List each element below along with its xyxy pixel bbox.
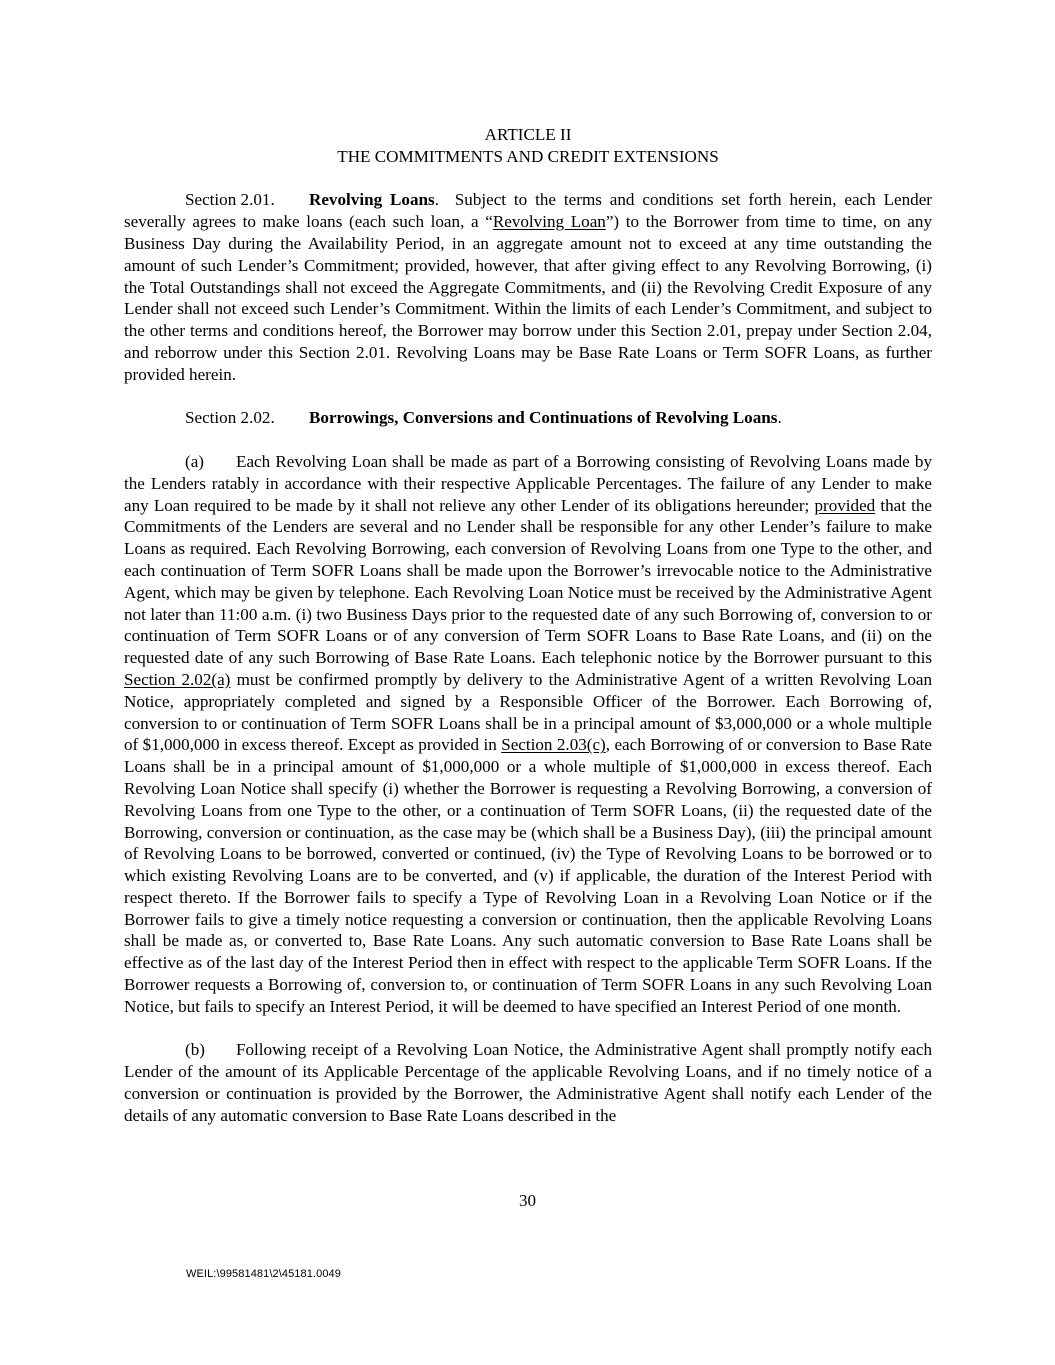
paragraph-a-text-1: Each Revolving Loan shall be made as part of a Borrowing consisting of Revolving Loans made by the Lenders ratably in accordance with their respective Applicable Percentages. The failure of any Lender to make any Loan required to be made by it shall not relieve any other Lender of its obligations hereunder; <box>124 451 932 515</box>
section-2-02-heading-line <box>124 407 932 429</box>
article-title: THE COMMITMENTS AND CREDIT EXTENSIONS <box>337 146 719 166</box>
provided-term: provided <box>814 495 876 515</box>
section-2-01-text-a: Subject to the terms and conditions set forth herein, each Lender severally agrees to make loans (each such loan, a “ <box>124 190 932 232</box>
cross-reference-section-2-02a: Section 2.02(a) <box>124 669 231 689</box>
section-2-01-heading-punct: . <box>434 190 439 210</box>
paragraph-a-text-3: must be confirmed promptly by delivery to the Administrative Agent of a written Revolving Loan Notice, appropriately completed and signed by a Responsible Officer of the Borrower. Each Borrowing of, conversion to or continuation of Term SOFR Loans shall be in a principal amount of $3,000,000 or a whole multiple of $1,000,000 in excess thereof. Except as provided in <box>124 669 933 755</box>
document-body <box>124 124 932 1148</box>
paragraph-b-text: Following receipt of a Revolving Loan Notice, the Administrative Agent shall promptly notify each Lender of the amount of its Applicable Percentage of the applicable Revolving Loans, and if no timely notice of a conversion or continuation is provided by the Borrower, the Administrative Agent shall notify each Lender of the details of any automatic conversion to Base Rate Loans described in the <box>124 1040 932 1125</box>
section-2-01-text-b: ”) to the Borrower from time to time, on any Business Day during the Availability Period, in an aggregate amount not to exceed at any time outstanding the amount of such Lender’s Commitment; provided, however, that after giving effect to any Revolving Borrowing, (i) the Total Outstandings shall not exceed the Aggregate Commitments, and (ii) the Revolving Credit Exposure of any Lender shall not exceed such Lender’s Commitment. Within the limits of each Lender’s Commitment, and subject to the other terms and conditions hereof, the Borrower may borrow under this Section 2.01, prepay under Section 2.04, and reborrow under this Section 2.01. Revolving Loans may be Base Rate Loans or Term SOFR Loans, as further provided herein. <box>124 212 932 384</box>
section-2-01-number: Section 2.01. <box>185 190 275 210</box>
cross-reference-section-2-03c: Section 2.03(c) <box>501 735 606 755</box>
paragraph-a-text-4: , each Borrowing of or conversion to Base Rate Loans shall be in a principal amount of $1,000,000 or a whole multiple of $1,000,000 in excess thereof. Each Revolving Loan Notice shall specify (i) whether the Borrower is requesting a Revolving Borrowing, a conversion of Revolving Loans from one Type to the other, or a continuation of Term SOFR Loans, (ii) the requested date of the Borrowing, conversion or continuation, as the case may be (which shall be a Business Day), (iii) the principal amount of Revolving Loans to be borrowed, converted or continued, (iv) the Type of Revolving Loans to be borrowed or to which existing Revolving Loans are to be converted, and (v) if applicable, the duration of the Interest Period with respect thereto. If the Borrower fails to specify a Type of Revolving Loan in a Revolving Loan Notice or if the Borrower fails to give a timely notice requesting a conversion or continuation, then the applicable Revolving Loans shall be made as, or converted to, Base Rate Loans. Any such automatic conversion to Base Rate Loans shall be effective as of the last day of the Interest Period then in effect with respect to the applicable Term SOFR Loans. If the Borrower requests a Borrowing of, conversion to, or continuation of Term SOFR Loans in any such Revolving Loan Notice, but fails to specify an Interest Period, it will be deemed to have specified an Interest Period of one month. <box>124 735 933 1016</box>
section-2-01-heading: Revolving Loans <box>309 190 435 210</box>
paragraph-a-label: (a) <box>185 451 204 471</box>
section-2-01-paragraph <box>124 189 932 385</box>
section-2-02-heading: Borrowings, Conversions and Continuations of Revolving Loans <box>309 408 778 428</box>
document-id: WEIL:\99581481\2\45181.0049 <box>186 1268 341 1280</box>
paragraph-b-label: (b) <box>185 1040 205 1060</box>
paragraph-b <box>124 1039 932 1126</box>
defined-term-revolving-loan: Revolving Loan <box>492 212 606 232</box>
paragraph-a-text-2: that the Commitments of the Lenders are several and no Lender shall be responsible for any other Lender’s failure to make Loans as required. Each Revolving Borrowing, each conversion of Revolving Loans from one Type to the other, and each continuation of Term SOFR Loans shall be made upon the Borrower’s irrevocable notice to the Administrative Agent, which may be given by telephone. Each Revolving Loan Notice must be received by the Administrative Agent not later than 11:00 a.m. (i) two Business Days prior to the requested date of any such Borrowing of, conversion to or continuation of Term SOFR Loans or of any conversion of Term SOFR Loans to Base Rate Loans, and (ii) on the requested date of any such Borrowing of Base Rate Loans. Each telephonic notice by the Borrower pursuant to this <box>124 495 932 668</box>
section-2-02-number: Section 2.02. <box>185 408 275 428</box>
section-2-02-heading-punct: . <box>777 408 782 428</box>
article-heading <box>124 124 932 168</box>
paragraph-a <box>124 451 932 1018</box>
page-number: 30 <box>518 1191 537 1210</box>
article-number: ARTICLE II <box>484 125 572 144</box>
